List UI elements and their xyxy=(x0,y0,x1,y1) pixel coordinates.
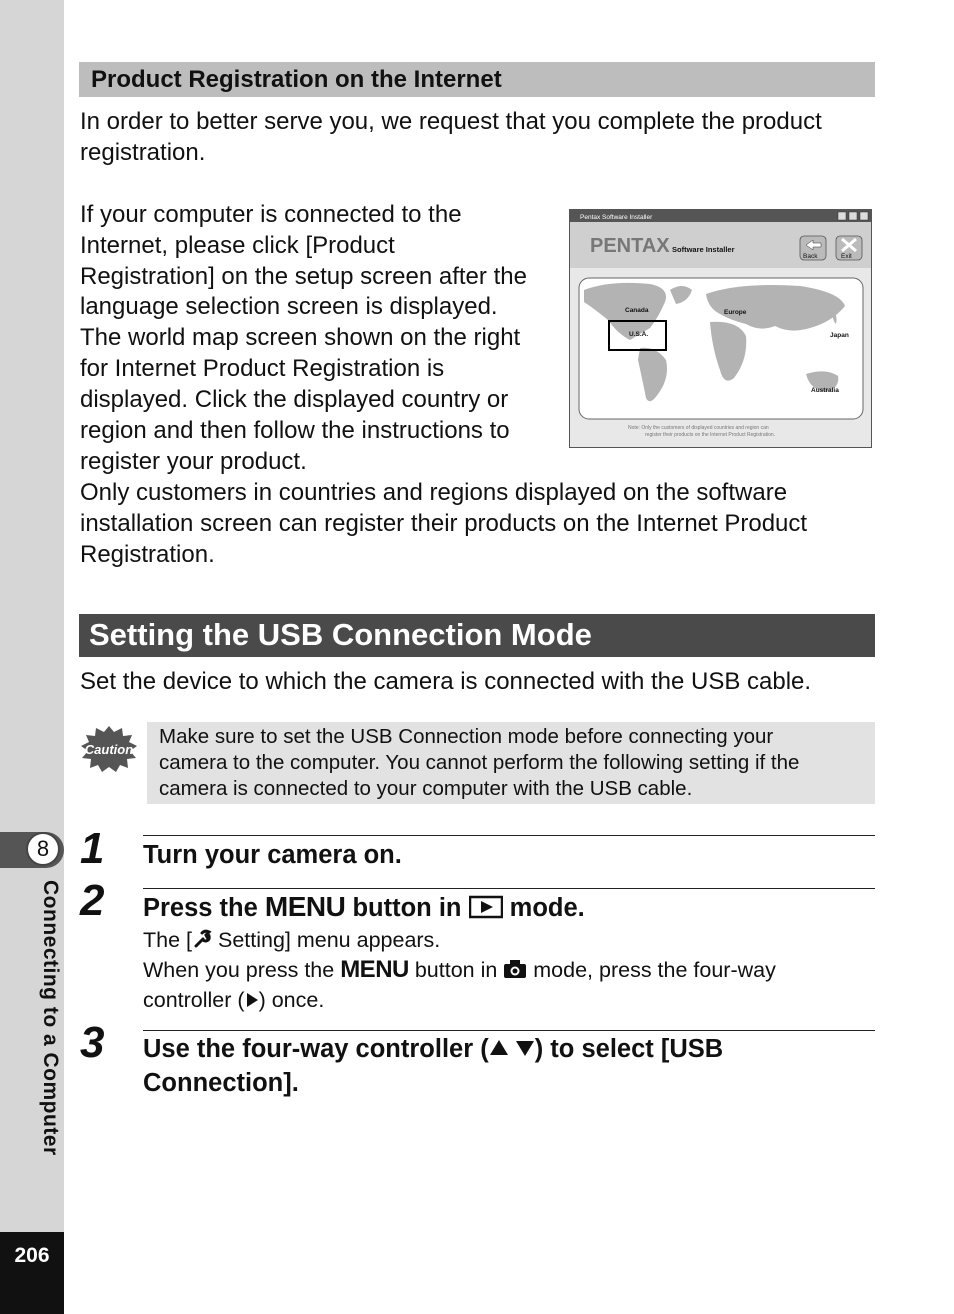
step-2-line3 xyxy=(143,985,324,1016)
instruction-line: register your product. xyxy=(80,448,307,475)
step-2-body-text: ) once. xyxy=(258,988,325,1012)
exit-button[interactable] xyxy=(836,236,862,260)
instruction-line: Registration] on the setup screen after the xyxy=(80,263,527,290)
step-2-line1 xyxy=(143,925,440,957)
region-usa[interactable]: U.S.A. xyxy=(629,331,649,338)
step-2-body-text: button in xyxy=(408,958,504,982)
map-note-line2: register their products on the Internet Product Registration. xyxy=(645,432,776,438)
instruction-line: displayed. Click the displayed country or xyxy=(80,386,509,413)
step-2-rule xyxy=(143,888,875,889)
pentax-logo: PENTAX xyxy=(590,235,670,257)
step-1-number: 1 xyxy=(80,824,105,873)
step-2-body-text: The [ xyxy=(143,928,192,952)
up-down-arrows-icon xyxy=(489,1033,535,1067)
step-3-title-line2: Connection]. xyxy=(143,1069,299,1097)
exit-label: Exit xyxy=(841,253,852,260)
page-number: 206 xyxy=(0,1232,64,1314)
step-2-body-text: mode, press the four-way xyxy=(527,958,776,982)
step-2-line2 xyxy=(143,955,776,987)
maximize-icon xyxy=(849,212,857,220)
region-australia[interactable]: Australia xyxy=(811,387,839,394)
paragraph-intro-line1: In order to better serve you, we request that you complete the product xyxy=(80,108,822,135)
menu-button-label: MENU xyxy=(264,891,346,922)
step-3-rule xyxy=(143,1030,875,1031)
step-2-title xyxy=(143,890,585,928)
instruction-line: language selection screen is displayed. xyxy=(80,293,498,320)
chapter-title: Connecting to a Computer xyxy=(39,880,62,1156)
customers-line: Registration. xyxy=(80,541,215,568)
caution-line: camera to the computer. You cannot perform the following setting if the xyxy=(159,751,800,774)
installer-screenshot xyxy=(569,209,872,448)
instruction-line: Internet, please click [Product xyxy=(80,232,395,259)
region-canada[interactable]: Canada xyxy=(625,307,649,314)
step-3-text: Use the four-way controller ( xyxy=(143,1035,489,1063)
section-heading-registration: Product Registration on the Internet xyxy=(79,62,875,97)
back-button[interactable] xyxy=(800,236,826,260)
caution-label: Caution xyxy=(84,742,134,757)
caution-line: camera is connected to your computer with the USB cable. xyxy=(159,777,693,800)
right-arrow-icon xyxy=(245,986,259,1016)
step-1-rule xyxy=(143,835,875,836)
caution-line: Make sure to set the USB Connection mode before connecting your xyxy=(159,725,774,748)
region-japan[interactable]: Japan xyxy=(830,332,849,339)
step-2-body-text: controller ( xyxy=(143,988,245,1012)
step-2-number: 2 xyxy=(80,876,105,925)
playback-icon xyxy=(469,894,503,928)
chapter-number: 8 xyxy=(26,832,60,866)
paragraph-intro-line2: registration. xyxy=(80,139,206,166)
instruction-line: The world map screen shown on the right xyxy=(80,324,521,351)
instruction-line: region and then follow the instructions to xyxy=(80,417,510,444)
step-1-title: Turn your camera on. xyxy=(143,841,402,869)
customers-line: installation screen can register their products on the Internet Product xyxy=(80,510,808,537)
menu-button-label: MENU xyxy=(340,956,409,983)
step-2-body-text: Setting] menu appears. xyxy=(212,928,441,952)
instruction-line: If your computer is connected to the xyxy=(80,201,462,228)
window-title: Pentax Software Installer xyxy=(580,214,653,221)
wrench-icon xyxy=(192,927,212,957)
region-europe[interactable]: Europe xyxy=(724,309,747,316)
customers-line: Only customers in countries and regions displayed on the software xyxy=(80,479,788,506)
minimize-icon xyxy=(838,212,846,220)
back-label: Back xyxy=(803,253,818,260)
camera-icon xyxy=(503,957,527,987)
map-note-line1: Note: Only the customers of displayed countries and region can xyxy=(628,425,769,431)
step-2-text: button in xyxy=(345,894,469,922)
step-2-text: Press the xyxy=(143,894,265,922)
caution-box xyxy=(147,722,875,804)
step-2-text: mode. xyxy=(502,894,585,922)
close-icon xyxy=(860,212,868,220)
section-heading-usb: Setting the USB Connection Mode xyxy=(79,614,875,657)
usb-intro: Set the device to which the camera is connected with the USB cable. xyxy=(80,668,812,695)
step-2-body-text: When you press the xyxy=(143,958,341,982)
step-3-number: 3 xyxy=(80,1018,105,1067)
step-3-title-line1 xyxy=(143,1032,723,1067)
instruction-line: for Internet Product Registration is xyxy=(80,355,445,382)
step-3-text: ) to select [USB xyxy=(534,1035,724,1063)
caution-icon xyxy=(80,726,138,777)
installer-subtitle: Software Installer xyxy=(672,245,735,254)
